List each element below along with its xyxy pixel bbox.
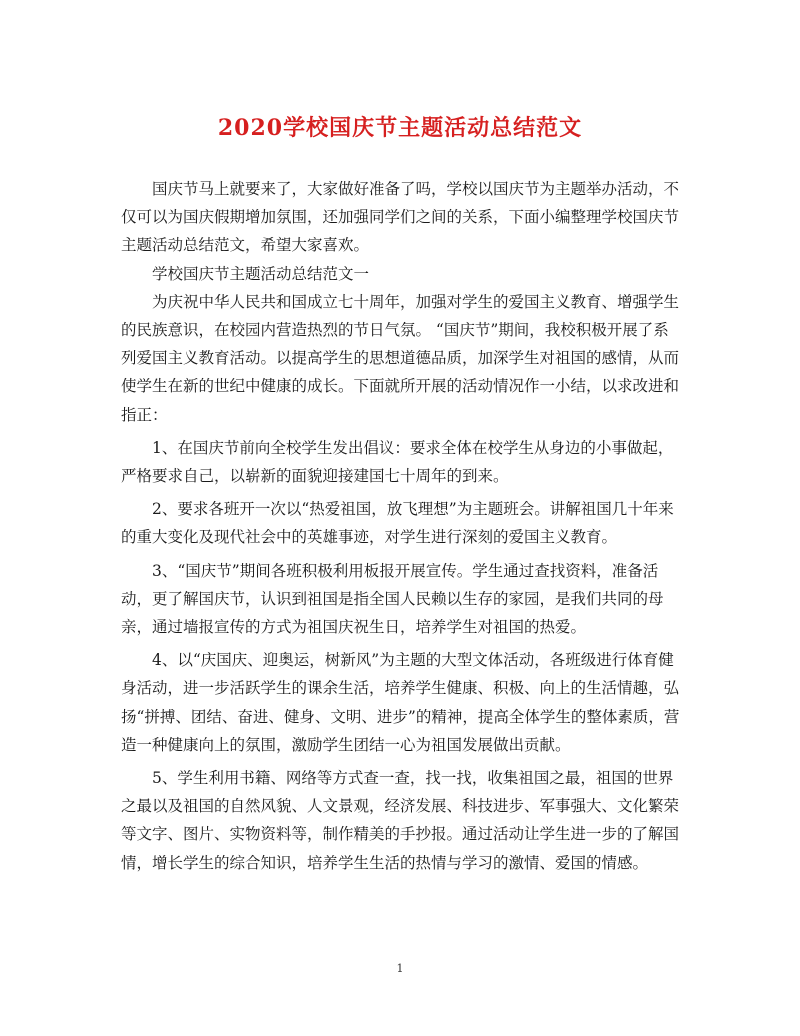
document-title: 2020学校国庆节主题活动总结范文 (217, 115, 583, 141)
page-number: 1 (396, 962, 404, 975)
section-heading: 学校国庆节主题活动总结范文一 (152, 264, 370, 283)
list-item-4: 4、以“庆国庆、迎奥运，树新风”为主题的大型文体活动，各班级进行体育健身活动，进一步活跃学生的课余生活，培养学生健康、积极、向上的生活情趣，弘扬“拼搏、团结、奋进、健身、文明、进步”的精神，提高全体学生的整体素质，营造一种健康向上的氛围，激励学生团结一心为祖国发展做出贡献。 (121, 651, 680, 754)
list-item-5: 5、学生利用书籍、网络等方式查一查，找一找，收集祖国之最，祖国的世界之最以及祖国的自然风貌、人文景观，经济发展、科技进步、军事强大、文化繁荣等文字、图片、实物资料等，制作精美的手抄报。通过活动让学生进一步的了解国情，增长学生的综合知识，培养学生生活的热情与学习的激情、爱国的情感。 (121, 769, 680, 872)
list-item-3: 3、“国庆节”期间各班积极利用板报开展宣传。学生通过查找资料，准备活动，更了解国庆节，认识到祖国是指全国人民赖以生存的家园，是我们共同的母亲，通过墙报宣传的方式为祖国庆祝生日，培养学生对祖国的热爱。 (121, 561, 664, 637)
document-body (121, 175, 681, 877)
body-paragraph: 为庆祝中华人民共和国成立七十周年，加强对学生的爱国主义教育、增强学生的民族意识，在校园内营造热烈的节日气氛。 “国庆节”期间，我校积极开展了系列爱国主义教育活动。以提高学生的思想道德品质，加深学生对祖国的感情，从而使学生在新的世纪中健康的成长。下面就所开展的活动情况作一小结，以求改进和指正： (121, 292, 680, 424)
intro-paragraph: 国庆节马上就要来了，大家做好准备了吗，学校以国庆节为主题举办活动，不仅可以为国庆假期增加氛围，还加强同学们之间的关系，下面小编整理学校国庆节主题活动总结范文，希望大家喜欢。 (121, 180, 680, 255)
list-item-2: 2、要求各班开一次以“热爱祖国，放飞理想”为主题班会。讲解祖国几十年来的重大变化及现代社会中的英雄事迹，对学生进行深刻的爱国主义教育。 (121, 500, 674, 547)
list-item-1: 1、在国庆节前向全校学生发出倡议：要求全体在校学生从身边的小事做起，严格要求自己，以崭新的面貌迎接建国七十周年的到来。 (121, 438, 674, 486)
